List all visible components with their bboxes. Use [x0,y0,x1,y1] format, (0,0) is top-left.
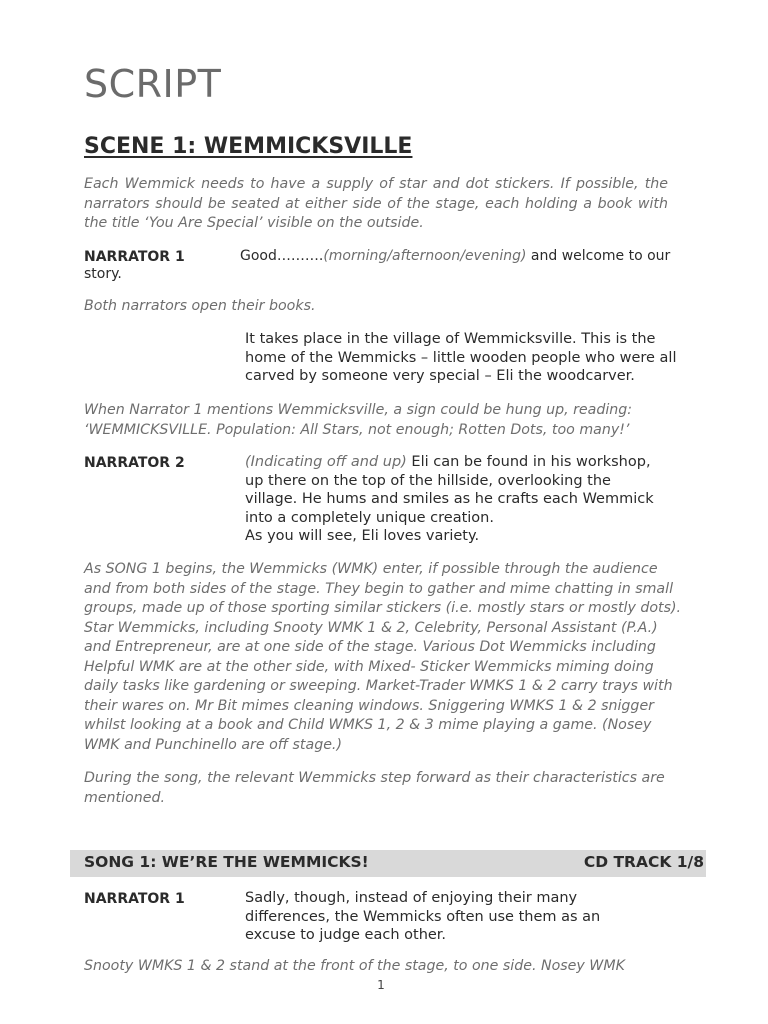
speech-line: into a completely unique creation. [245,509,494,526]
stage-direction-song-entrance: As SONG 1 begins, the Wemmicks (WMK) enter, if possible through the audience and from both sides of the stage. They begin to gather and mime chatting in small groups, made up of those sporting similar stickers (i.e. mostly stars or mostly dots). Star Wemmicks, including Snooty WMK 1 & 2, Celebrity, Personal Assistant (P.A.) and Entrepreneur, are at one side of the stage. Various Dot Wemmicks including Helpful WMK are at the other side, with Mixed- Sticker Wemmicks miming doing daily tasks like gardening or sweeping. Market-Trader WMKS 1 & 2 carry trays with their wares on. Mr Bit mimes cleaning windows. Sniggering WMKS 1 & 2 snigger whilst looking at a book and Child WMKS 1, 2 & 3 mime playing a game. (Nosey WMK and Punchinello are off stage.) [84,561,682,753]
speaker-narrator-2: NARRATOR 2 [84,455,185,471]
cd-track-label: CD TRACK 1/8 [583,853,704,871]
stage-direction-open-books: Both narrators open their books. [84,298,316,314]
speaker-narrator-1: NARRATOR 1 [84,249,185,265]
scene-heading: SCENE 1: WEMMICKSVILLE [84,134,413,159]
speech-line: differences, the Wemmicks often use them as an [245,908,601,925]
speech-text: Eli can be found in his workshop, [406,454,651,470]
narrator-1-speech-judge [245,889,600,945]
greeting-text: Good………. [240,248,324,264]
narrator-1-greeting [240,247,670,266]
speech-line: Sadly, though, instead of enjoying their many [245,890,578,906]
speaker-narrator-1: NARRATOR 1 [84,891,185,907]
song-title: SONG 1: WE’RE THE WEMMICKS! [84,853,369,871]
stage-direction-sign: When Narrator 1 mentions Wemmicksville, a sign could be hung up, reading: ‘WEMMICKSVILLE. Population: All Stars, not enough; Rotten Dots, too many!’ [84,402,633,438]
stage-direction-during-song: During the song, the relevant Wemmicks step forward as their characteristics are mentioned. [84,770,665,806]
speech-line: home of the Wemmicks – little wooden people who were all [245,349,677,366]
speech-line [245,453,654,472]
speech-line: As you will see, Eli loves variety. [245,528,480,544]
time-of-day-direction: (morning/afternoon/evening) [323,248,527,264]
speech-line: It takes place in the village of Wemmicksville. This is the [245,331,656,347]
speech-line: village. He hums and smiles as he crafts each Wemmick [245,491,654,507]
speech-line: excuse to judge each other. [245,927,447,943]
stage-direction-setup: Each Wemmick needs to have a supply of star and dot stickers. If possible, the narrators should be seated at either side of the stage, each holding a book with the title ‘You Are Special’ visible on the outside. [84,176,668,231]
page-number: 1 [377,978,385,992]
indicating-direction: (Indicating off and up) [245,454,407,470]
narrator-speech-village [245,330,676,386]
narrator-2-speech [245,453,654,546]
stage-direction-snooty: Snooty WMKS 1 & 2 stand at the front of the stage, to one side. Nosey WMK [84,958,625,974]
greeting-text-end: and welcome to our [526,248,671,264]
speech-line: carved by someone very special – Eli the woodcarver. [245,368,635,384]
document-title: SCRIPT [84,62,222,106]
speech-line: up there on the top of the hillside, overlooking the [245,472,611,489]
greeting-wrap: story. [84,266,122,282]
